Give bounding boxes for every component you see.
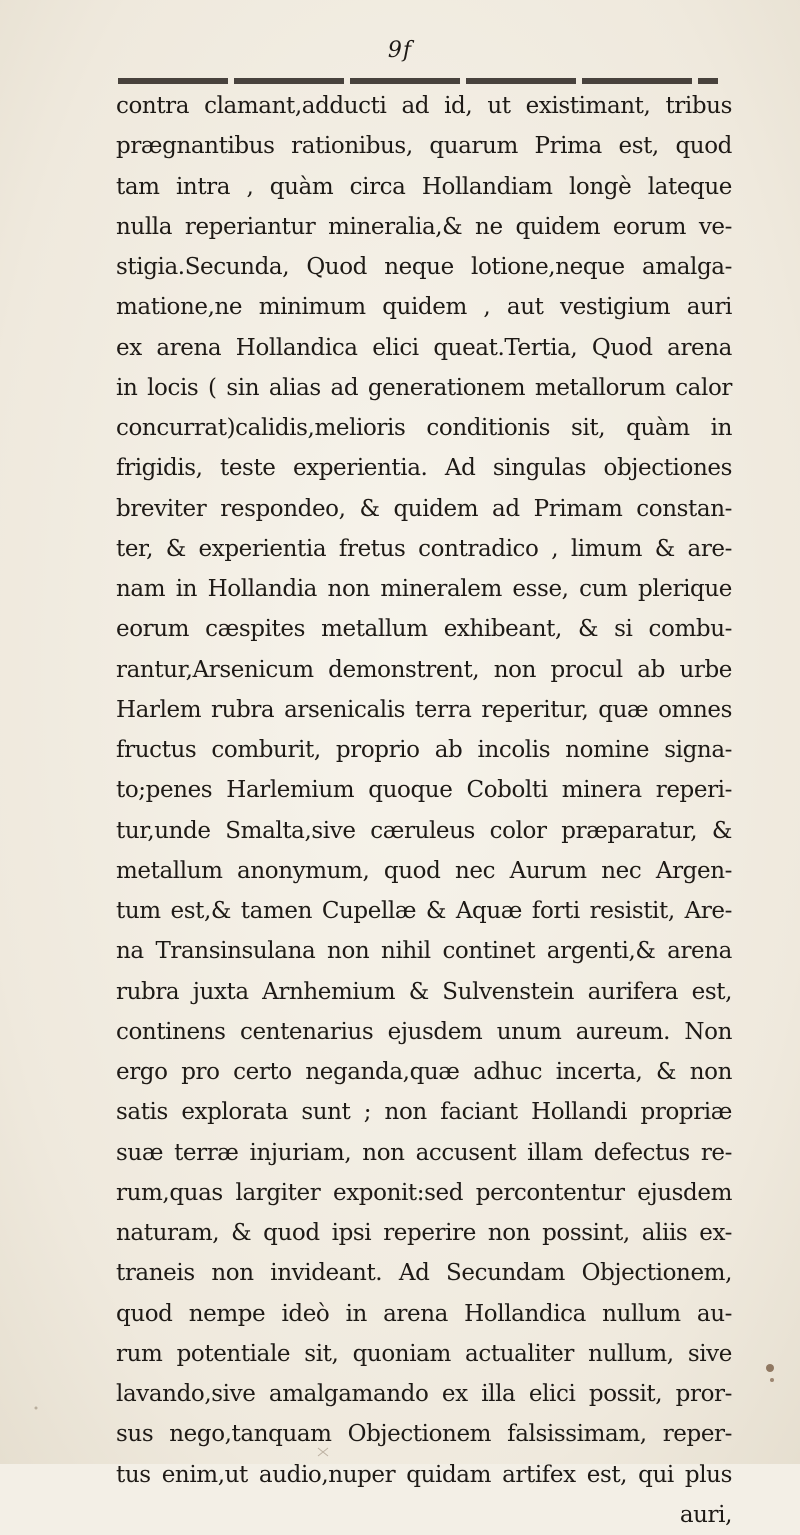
text-line: ergo pro certo neganda,quæ adhuc incerta, & non	[116, 1059, 732, 1085]
text-line: na Transinsulana non nihil continet argenti,& arena	[116, 938, 732, 965]
text-line: rubra juxta Arnhemium & Sulvenstein aurifera est,	[116, 978, 732, 1005]
text-line: prægnantibus rationibus, quarum Prima est, quod	[116, 133, 732, 160]
text-line: lavando,sive amalgamando ex illa elici possit, pror-	[116, 1381, 732, 1407]
text-line: quod nempe ideò in arena Hollandica nullum au-	[116, 1300, 732, 1327]
text-line: to;penes Harlemium quoque Cobolti minera reperi-	[116, 777, 732, 804]
text-line: rantur,Arsenicum demonstrent, non procul ab urbe	[116, 656, 732, 683]
text-line: metallum anonymum, quod nec Aurum nec Argen-	[116, 857, 732, 884]
text-line: continens centenarius ejusdem unum aureum. Non	[116, 1018, 732, 1045]
text-line: ex arena Hollandica elici queat.Tertia, Quod arena	[116, 334, 732, 361]
text-line: matione,ne minimum quidem , aut vestigium auri	[116, 294, 732, 321]
text-line: eorum cæspites metallum exhibeant, & si combu-	[116, 616, 732, 643]
text-line: satis explorata sunt ; non faciant Hollandi propriæ	[116, 1099, 732, 1126]
text-line: contra clamant,adducti ad id, ut existimant, tribus	[116, 93, 732, 119]
text-line: fructus comburit, proprio ab incolis nomine signa-	[116, 737, 732, 763]
text-line: naturam, & quod ipsi reperire non possint, aliis ex-	[116, 1220, 732, 1246]
text-line: rum,quas largiter exponit:sed percontentur ejusdem	[116, 1179, 732, 1206]
text-line: nam in Hollandia non mineralem esse, cum plerique	[116, 576, 732, 602]
text-line: tum est,& tamen Cupellæ & Aquæ forti resistit, Are-	[116, 898, 732, 924]
body-text	[116, 86, 732, 1535]
text-line: breviter respondeo, & quidem ad Primam constan-	[116, 495, 732, 522]
text-line: Harlem rubra arsenicalis terra reperitur, quæ omnes	[116, 696, 732, 723]
text-line: stigia.Secunda, Quod neque lotione,neque amalga-	[116, 254, 732, 280]
text-line: sus nego,tanquam Objectionem falsissimam, reper-	[116, 1421, 732, 1448]
text-line: tus enim,ut audio,nuper quidam artifex est, qui plus	[116, 1461, 732, 1488]
text-line: in locis ( sin alias ad generationem metallorum calor	[116, 374, 732, 401]
text-line: nulla reperiantur mineralia,& ne quidem eorum ve-	[116, 213, 732, 240]
text-line: frigidis, teste experientia. Ad singulas objectiones	[116, 455, 732, 482]
catchword: auri,	[679, 1501, 732, 1528]
text-line: traneis non invideant. Ad Secundam Objectionem,	[116, 1260, 732, 1287]
text-line: suæ terræ injuriam, non accusent illam defectus re-	[116, 1139, 732, 1166]
text-line: tur,unde Smalta,sive cæruleus color præparatur, &	[116, 817, 732, 844]
text-line: concurrat)calidis,melioris conditionis sit, quàm in	[116, 415, 732, 441]
page-number: 9f	[387, 38, 413, 63]
text-line: rum potentiale sit, quoniam actualiter nullum, sive	[116, 1340, 732, 1367]
text-line: ter, & experientia fretus contradico , limum & are-	[116, 535, 732, 562]
header-rule	[118, 78, 718, 84]
text-line: tam intra , quàm circa Hollandiam longè lateque	[116, 173, 732, 200]
